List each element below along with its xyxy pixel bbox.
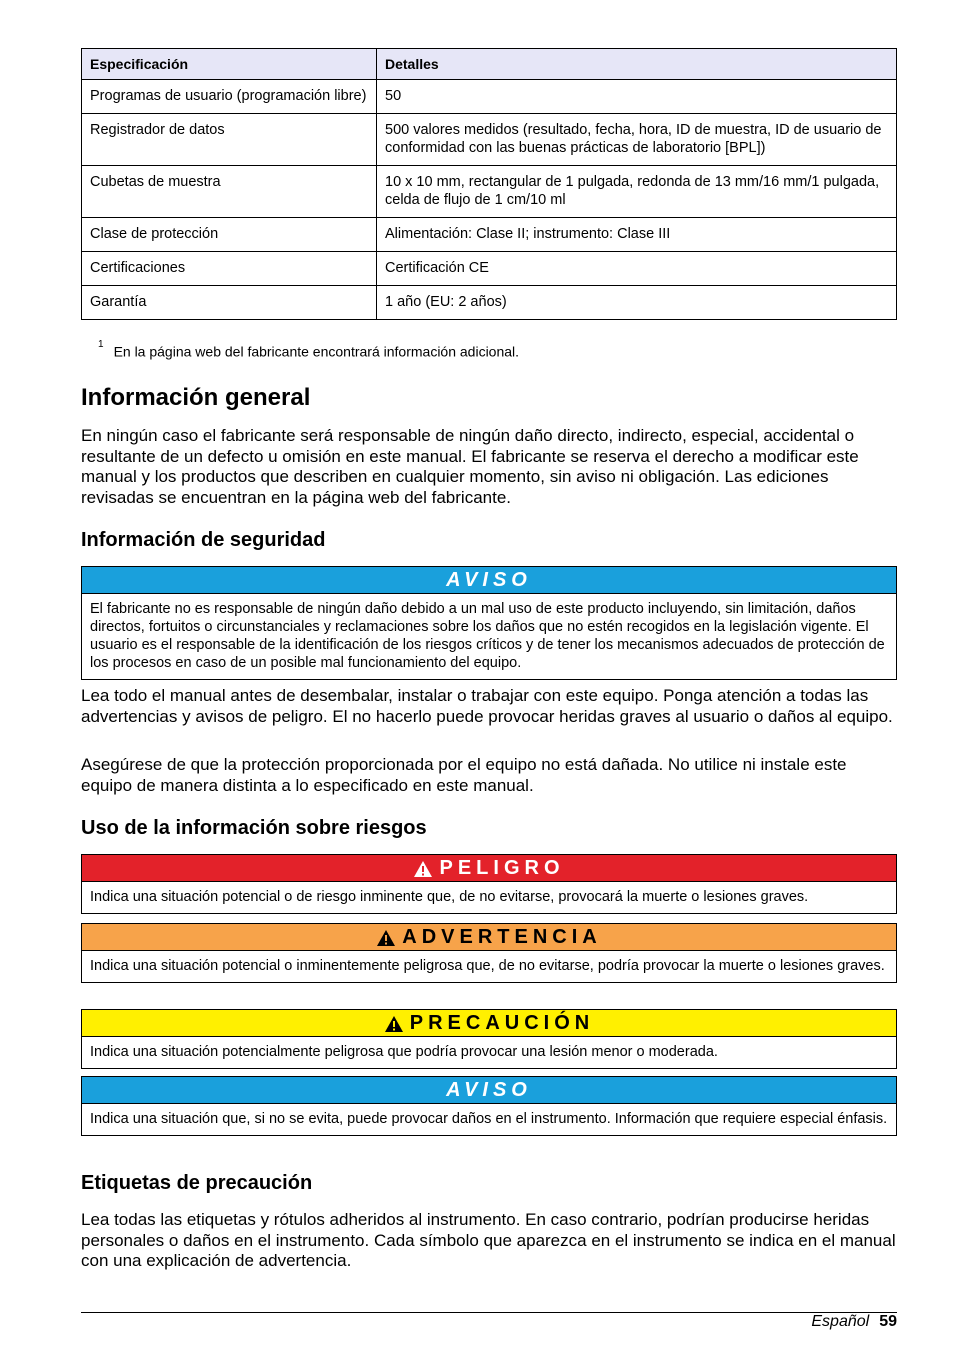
table-cell: Cubetas de muestra [82,166,377,218]
section-title-hazard: Uso de la información sobre riesgos [81,817,427,839]
footer-divider [81,1312,897,1313]
aviso-label: AVISO [446,1078,532,1101]
safety-aviso-notice [81,566,897,680]
table-row [82,252,897,286]
table-row [82,80,897,114]
aviso-body: El fabricante no es responsable de ningún daño debido a un mal uso de este producto incluyendo, sin limitación, daños directos, fortuitos o circunstanciales y reclamaciones sobre los daños que no estén recogidos en la legislación vigente. El usuario es el responsable de la identificación de los riesgos críticos y de tener los mecanismos adecuados de protección de los procesos en caso de un posible mal funcionamiento del equipo. [90,601,885,671]
table-cell: 1 año (EU: 2 años) [377,286,897,320]
peligro-header [82,855,896,882]
precaucion-label: PRECAUCIÓN [409,1011,595,1034]
table-cell: 10 x 10 mm, rectangular de 1 pulgada, redonda de 13 mm/16 mm/1 pulgada, celda de flujo de 1 cm/10 ml [377,166,897,218]
labels-paragraph: Lea todas las etiquetas y rótulos adheridos al instrumento. En caso contrario, podrían producirse heridas personales o daños en el instrumento. Cada símbolo que aparezca en el instrumento se indica en el manual con una explicación de advertencia. [81,1210,896,1270]
advertencia-body: Indica una situación potencial o inminentemente peligrosa que, de no evitarse, podría provocar la muerte o lesiones graves. [90,958,885,974]
page-footer [811,1313,897,1331]
table-cell: Certificación CE [377,252,897,286]
footnote-mark: 1 [98,339,104,350]
precaucion-header [82,1010,896,1037]
section-title-safety: Información de seguridad [81,529,326,551]
specification-table [81,48,897,320]
footer-language: Español [811,1313,870,1330]
table-cell: 500 valores medidos (resultado, fecha, hora, ID de muestra, ID de usuario de conformidad con las buenas prácticas de laboratorio [BPL]) [377,114,897,166]
section-title-labels: Etiquetas de precaución [81,1172,313,1194]
table-cell: 50 [377,80,897,114]
section-title-general: Información general [81,384,311,411]
warning-triangle-icon [376,929,396,947]
aviso-body: Indica una situación que, si no se evita, puede provocar daños en el instrumento. Información que requiere especial énfasis. [90,1111,888,1127]
general-paragraph: En ningún caso el fabricante será responsable de ningún daño directo, indirecto, especial, accidental o resultante de un defecto u omisión en este manual. El fabricante se reserva el derecho a modificar este manual y los productos que describen en cualquier momento, sin aviso ni obligación. Las ediciones revisadas se encuentran en la página web del fabricante. [81,426,859,507]
peligro-notice [81,854,897,914]
aviso-notice [81,1076,897,1136]
column-header: Detalles [377,49,897,80]
precaucion-body: Indica una situación potencialmente peligrosa que podría provocar una lesión menor o moderada. [90,1044,718,1060]
aviso-label: AVISO [446,568,532,591]
table-cell: Programas de usuario (programación libre) [82,80,377,114]
table-row [82,218,897,252]
advertencia-label: ADVERTENCIA [402,925,602,948]
table-cell: Garantía [82,286,377,320]
peligro-label: PELIGRO [439,856,565,879]
page-number: 59 [879,1313,897,1330]
safety-paragraph-1: Lea todo el manual antes de desembalar, instalar o trabajar con este equipo. Ponga atención a todas las advertencias y avisos de peligro. El no hacerlo puede provocar heridas graves al usuario o daños al equipo. [81,686,893,726]
warning-triangle-icon [413,860,433,878]
table-row [82,166,897,218]
peligro-body: Indica una situación potencial o de riesgo inminente que, de no evitarse, provocará la muerte o lesiones graves. [90,889,809,905]
warning-triangle-icon [384,1015,404,1033]
footnote-text: En la página web del fabricante encontrará información adicional. [113,343,520,360]
table-row [82,286,897,320]
table-cell: Registrador de datos [82,114,377,166]
table-header-row [82,49,897,80]
precaucion-notice [81,1009,897,1069]
table-cell: Certificaciones [82,252,377,286]
aviso-header [82,567,896,594]
table-footnote [98,339,520,360]
table-cell: Clase de protección [82,218,377,252]
column-header: Especificación [82,49,377,80]
advertencia-notice [81,923,897,983]
table-row [82,114,897,166]
safety-paragraph-2: Asegúrese de que la protección proporcionada por el equipo no está dañada. No utilice ni instale este equipo de manera distinta a lo especificado en este manual. [81,755,847,795]
table-cell: Alimentación: Clase II; instrumento: Clase III [377,218,897,252]
aviso-header [82,1077,896,1104]
advertencia-header [82,924,896,951]
